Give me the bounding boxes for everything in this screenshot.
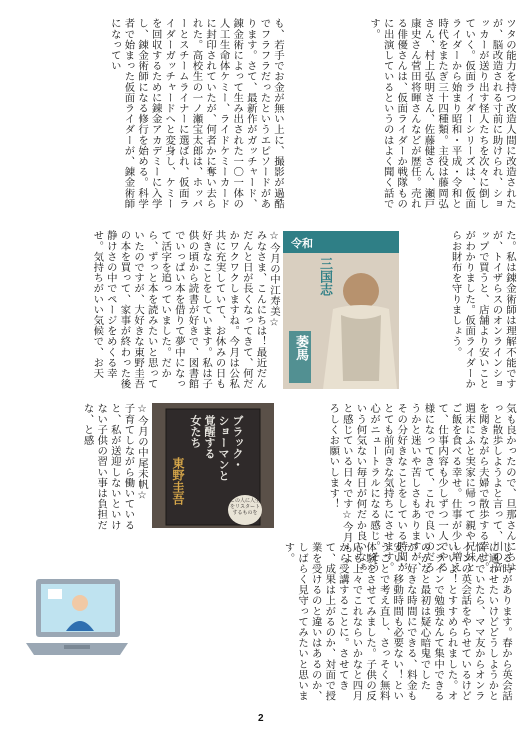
article-kamen-rider-part1: ツタの能力を持つ改造人間に改造されたが、脳改造される寸前に助けられ、ショッカーが送り出す怪人たちを次々に倒していく。仮面ライダーシリーズは、仮面ライダーから始まり昭和・平成・令和と時代をまたぎ三十四種類。主役は藤岡弘さん、村上弘明さん、佐藤健さん、瀬戸康史さん菅田将暉さんなどが歴任。売れる俳優さんは、仮面ライダーか戦隊ものに出演しているというのはよく聞く話です。	[368, 18, 516, 209]
book-title	[188, 415, 244, 481]
poster-name: 萎馬	[293, 335, 308, 361]
column-nakae-sumi-cont: 気も良かったので、旦那さんにちょっと散歩しようよと言って、川の音を聞きながら夫婦で散歩する幸せ。週末にふと実家に帰って親や兄妹とご飯を食べる幸せ。仕事が少し増えて、仕事内容も少しずつ一人でやる様になってきて、これで良いのだろうかと迷いや苦しさもありますが、その分好きなことをしている時間がとても前向きな気持ちにさせます。心がニュートラルになる感じ。そういう何気ない毎日が何だか良いなぁと感じている日々です☆今月もよろしくお願いします！	[327, 403, 516, 573]
article-kamen-rider-part2: も、若手でお金が無い上に、撮影が過酷でフラフラだったというエピソードがあります。さて、最新作がガッチャード、錬金術によって生み出された一〇一体の人工生命体ケミー、ライドケミーカードに封印されていたが、何者かに奪い去られた。高校生の一ノ瀬宝太郎は、ホッパーとスチームライナーに選ばれ、仮面ライダーガッチャードへと変身し、ケミーを回収するために錬金アカデミーに入学し、錬金術師になる修行を始める。科学者で始まった仮面ライダーが、錬金術師になってい	[108, 18, 284, 209]
book-title-line4: 女たち	[189, 415, 202, 448]
poster-title: 三国志	[317, 257, 332, 296]
book-title-line1: ブラック・	[231, 415, 244, 470]
laptop-icon	[22, 573, 132, 669]
article-kamen-rider-part3: た。私は錬金術師は理解不能ですが、トイザらスのオンラインショップで買うと、店舗より安いことがわかりました。仮面ライダーからお財布を守りましょう。	[449, 230, 516, 389]
book-sticker: この人に人生をリスタートするものを	[228, 495, 262, 525]
column-nakao-miho: ☆今月の中尾未帆☆ 子育てしながら働いていると、私が送迎しないといけない子供の習い事は負担だな、と感	[81, 403, 148, 531]
rakugo-poster-photo	[283, 231, 399, 389]
rakugo-poster-image	[283, 231, 399, 389]
page-number: 2	[258, 713, 264, 724]
book-author: 東野圭吾	[171, 457, 185, 505]
book-title-line2: ショーマンと	[217, 415, 230, 481]
book-title-line3: 覚醒する	[203, 415, 216, 459]
laptop-teacher-illustration	[22, 573, 132, 669]
poster-banner: 令和	[291, 237, 313, 250]
column-nakae-sumi: ☆今月の中江寿美☆ みなさま、こんにちは！最近だんだんと日が長くなってきて、何だかワクワクしますね。今月は公私共に充実していて、お休みの日も好きなことをしています。私は子供の頃から読書が好きで、図書館でいっぱい本を借りて夢中になって活字を追っていました。だから、ずっと本を読みたいと思っていたのですが、大好きな東野圭吾の本を買って、家事が終わった後静けさの中でページをめくる幸せ。気持ちがいい気候で、お天	[91, 230, 280, 389]
book-cover-photo	[152, 403, 274, 528]
column-nakao-miho-cont: じる時があります。春から英会話に通わせたいけどどうしようかと悩んでいたら、ママ友からオンラインの英会話をやらせているけどいいよ！とすすめられました。オンラインで勉強なんて集中できるのかなと最初は疑心暗鬼でしたが、好きな時間にできる、料金も安い、移動時間も必要ない！ということで考え直し、さっそく無料体験をさせてみました。子供の反応も上々でこれならいかなと四月から受講することに。させてきて、成果は上がるのか、対面で授業を受けるのと違いはあるのか、しばらく見守ってみたいと思います。	[282, 542, 512, 701]
